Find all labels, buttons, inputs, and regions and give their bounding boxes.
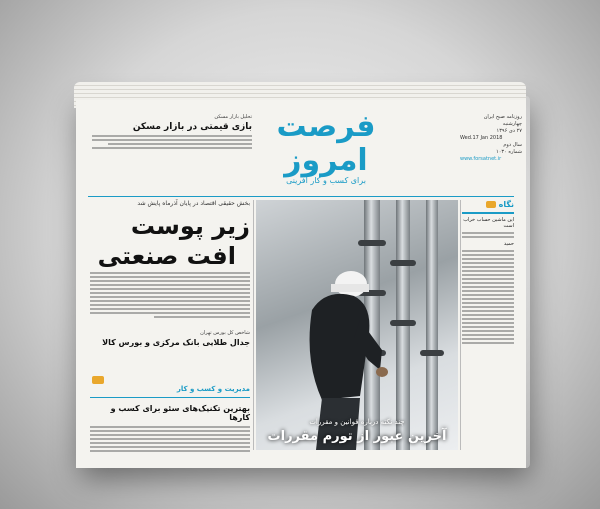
- text-line: [462, 330, 514, 332]
- text-line: [90, 292, 250, 294]
- text-line: [90, 304, 250, 306]
- issue-line: شماره ۱۰۳۰: [496, 149, 522, 155]
- right-column: [462, 200, 514, 346]
- masthead: [256, 110, 396, 185]
- photo-caption-headline: آخرین عبور از تورم مقررات: [267, 429, 447, 444]
- issue-line: سال دوم: [503, 142, 522, 148]
- section-badge-icon: [486, 201, 496, 208]
- top-teaser: [92, 114, 252, 151]
- text-line: [462, 290, 514, 292]
- right-column-item: حمید: [503, 241, 514, 247]
- right-column-item: این ماشین حساب خراب است: [463, 217, 514, 229]
- issue-date-en: Wed.17 Jan 2018: [460, 135, 503, 141]
- text-line: [462, 278, 514, 280]
- text-line: [90, 272, 250, 274]
- text-line: [462, 286, 514, 288]
- text-line: [462, 314, 514, 316]
- second-story-headline: جدال طلایی بانک مرکزی و بورس کالا: [102, 338, 250, 347]
- text-line: [108, 143, 252, 145]
- lead-photo: [256, 200, 458, 450]
- text-line: [462, 306, 514, 308]
- text-line: [90, 442, 250, 444]
- text-line: [462, 326, 514, 328]
- text-line: [462, 302, 514, 304]
- text-line: [462, 262, 514, 264]
- text-line: [462, 318, 514, 320]
- masthead-slogan: برای کسب و کار آفرینی: [286, 176, 366, 185]
- text-line: [462, 274, 514, 276]
- text-line: [90, 308, 250, 310]
- text-line: [90, 438, 250, 440]
- second-story-kicker: شاخص کل بورس تهران: [200, 330, 250, 336]
- text-line: [462, 334, 514, 336]
- text-line: [462, 254, 514, 256]
- text-line: [90, 288, 250, 290]
- main-story-body: [90, 270, 250, 320]
- text-line: [462, 294, 514, 296]
- text-line: [154, 316, 250, 318]
- right-column-label: [462, 200, 514, 209]
- text-line: [462, 250, 514, 252]
- text-line: [90, 300, 250, 302]
- second-story: [90, 330, 250, 347]
- teaser-headline: بازی قیمتی در بازار مسکن: [132, 122, 252, 132]
- issue-info: [460, 114, 522, 163]
- main-story-title-line2: افت صنعتی: [97, 242, 236, 270]
- text-line: [90, 296, 250, 298]
- text-line: [92, 139, 252, 141]
- main-story-kicker: بخش حقیقی اقتصاد در پایان آذرماه پایش شد: [137, 200, 250, 207]
- text-line: [462, 282, 514, 284]
- column-rule: [460, 200, 461, 450]
- column-rule: [253, 200, 254, 450]
- text-line: [90, 284, 250, 286]
- text-line: [90, 450, 250, 452]
- text-line: [462, 298, 514, 300]
- text-line: [462, 270, 514, 272]
- section-label: مدیریت و کسب و کار: [176, 385, 250, 393]
- issue-line: روزنامه صبح ایران: [483, 114, 522, 120]
- masthead-divider: [88, 196, 514, 197]
- text-line: [462, 266, 514, 268]
- issue-line: ۲۷ دی ۱۳۹۶: [496, 128, 522, 134]
- text-line: [90, 312, 250, 314]
- text-line: [462, 310, 514, 312]
- section-badge-icon: [92, 376, 104, 384]
- worker-figure: [256, 200, 458, 450]
- text-line: [90, 276, 250, 278]
- photo-caption-kicker: چند نکته درباره قوانین و مقررات: [309, 418, 405, 426]
- newspaper-page: [76, 100, 526, 468]
- text-line: [462, 338, 514, 340]
- section-rule: [90, 397, 250, 398]
- section-body: [90, 426, 250, 452]
- business-section: [90, 376, 250, 454]
- masthead-name: فرصت امروز: [276, 109, 376, 178]
- text-line: [90, 426, 250, 428]
- issue-site: www.forsatnet.ir: [460, 156, 502, 162]
- main-story-title-line1: زیر پوست: [130, 212, 250, 240]
- text-line: [90, 280, 250, 282]
- right-column-rule: [462, 212, 514, 214]
- section-headline: بهترین تکنیک‌های سئو برای کسب و کارها: [110, 404, 250, 422]
- text-line: [462, 342, 514, 344]
- text-line: [462, 232, 514, 234]
- issue-line: چهارشنبه: [502, 121, 522, 127]
- right-column-label-text: نگاه: [498, 200, 514, 209]
- text-line: [462, 322, 514, 324]
- text-line: [90, 434, 250, 436]
- text-line: [92, 147, 252, 149]
- teaser-kicker: تحلیل بازار مسکن: [214, 114, 252, 120]
- text-line: [462, 258, 514, 260]
- text-line: [92, 135, 252, 137]
- main-story: [90, 200, 250, 271]
- text-line: [90, 430, 250, 432]
- text-line: [462, 236, 514, 238]
- text-line: [90, 446, 250, 448]
